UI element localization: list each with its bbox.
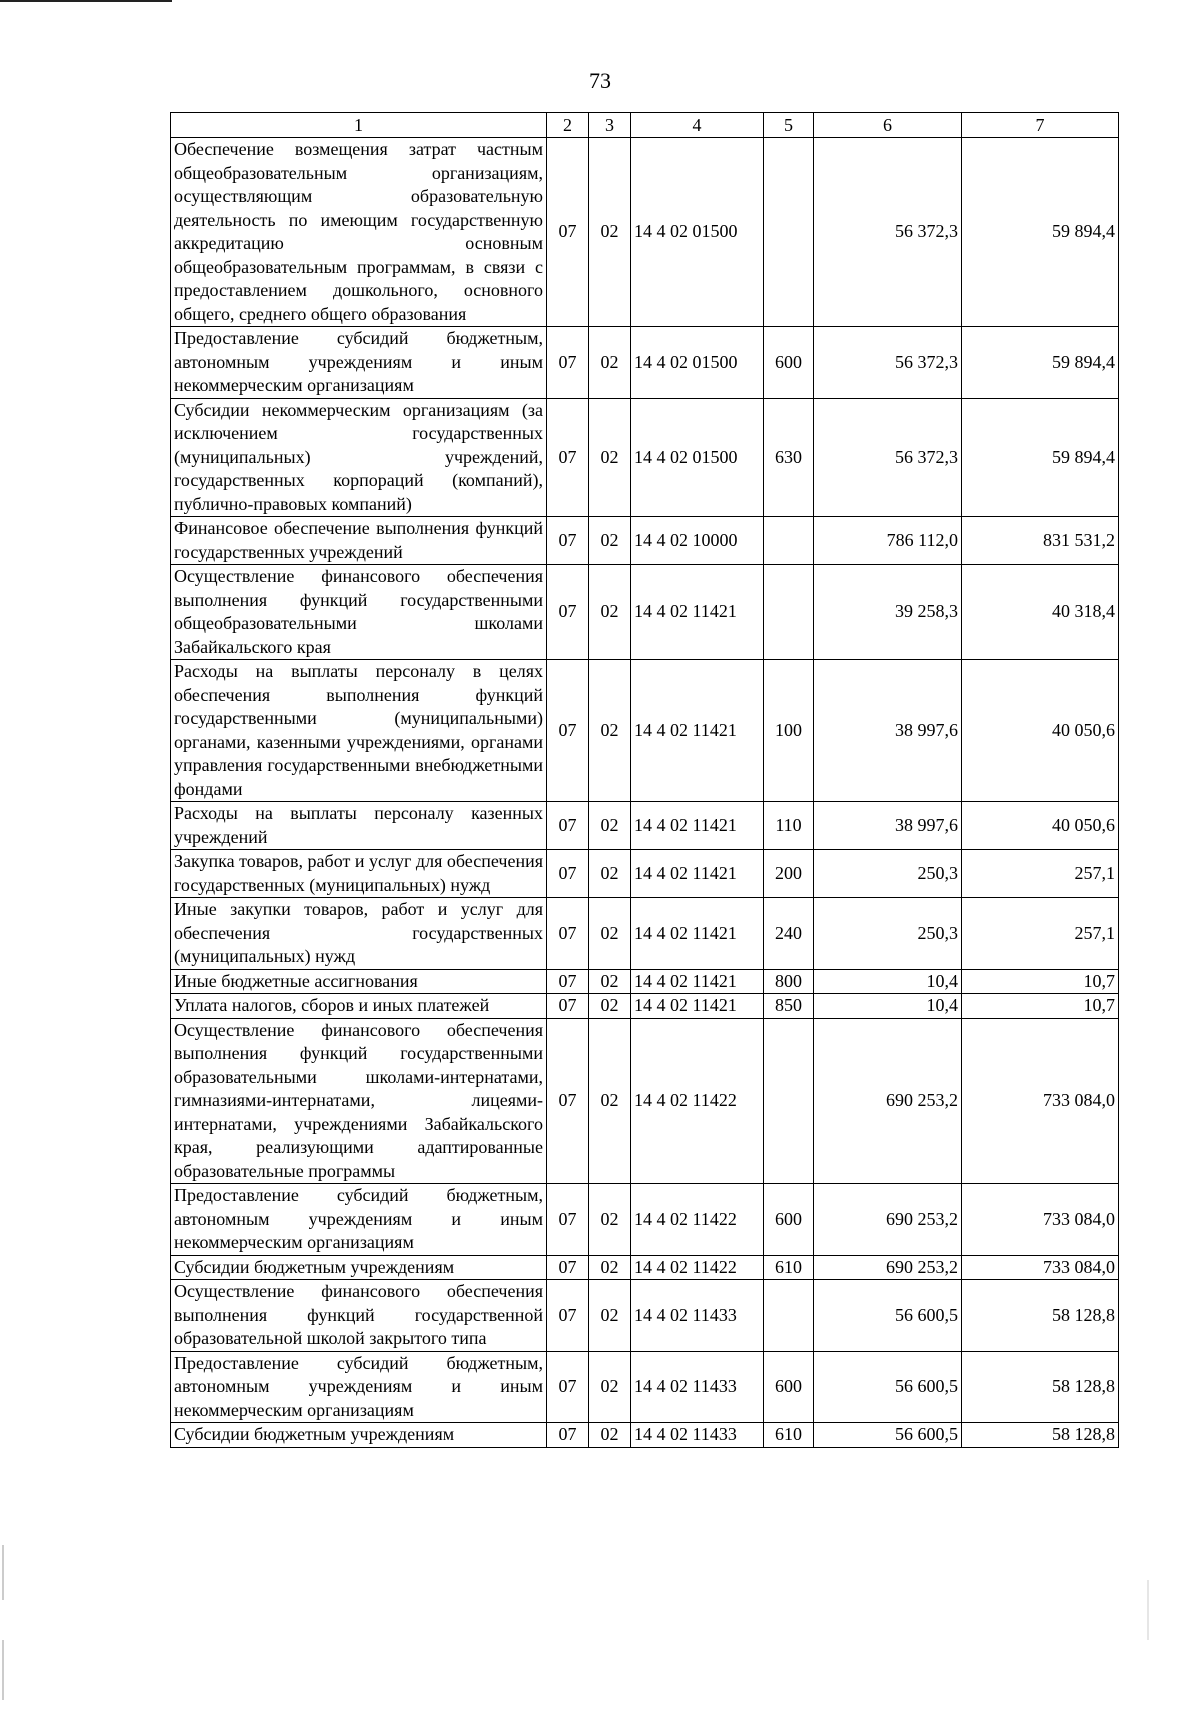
row-expense-type: 240 <box>764 898 814 970</box>
row-amount-6: 38 997,6 <box>814 802 962 850</box>
row-amount-7: 58 128,8 <box>962 1423 1119 1448</box>
row-subsection: 02 <box>589 969 631 994</box>
row-amount-7: 10,7 <box>962 969 1119 994</box>
row-target-code: 14 4 02 11421 <box>631 565 764 660</box>
row-amount-6: 786 112,0 <box>814 517 962 565</box>
page-number: 73 <box>589 68 611 93</box>
row-section: 07 <box>547 969 589 994</box>
row-name: Расходы на выплаты персоналу казенных учреждений <box>171 802 547 850</box>
table-row <box>171 994 1119 1019</box>
row-expense-type: 200 <box>764 850 814 898</box>
table-row <box>171 565 1119 660</box>
row-section: 07 <box>547 1184 589 1256</box>
row-subsection: 02 <box>589 1255 631 1280</box>
row-amount-6: 56 600,5 <box>814 1423 962 1448</box>
row-target-code: 14 4 02 11422 <box>631 1184 764 1256</box>
row-section: 07 <box>547 517 589 565</box>
row-expense-type <box>764 1018 814 1184</box>
row-expense-type: 110 <box>764 802 814 850</box>
row-subsection: 02 <box>589 1280 631 1352</box>
row-amount-6: 690 253,2 <box>814 1018 962 1184</box>
row-amount-6: 690 253,2 <box>814 1255 962 1280</box>
row-target-code: 14 4 02 11421 <box>631 969 764 994</box>
row-amount-6: 38 997,6 <box>814 660 962 802</box>
row-amount-7: 59 894,4 <box>962 398 1119 517</box>
row-name: Субсидии некоммерческим организациям (за исключением государственных (муниципальных) учреждений, государственных корпораций (компаний), публично-правовых компаний) <box>171 398 547 517</box>
table-row <box>171 1255 1119 1280</box>
row-expense-type: 630 <box>764 398 814 517</box>
row-subsection: 02 <box>589 398 631 517</box>
row-target-code: 14 4 02 01500 <box>631 398 764 517</box>
table-row <box>171 398 1119 517</box>
row-subsection: 02 <box>589 1351 631 1423</box>
table-row <box>171 327 1119 399</box>
row-target-code: 14 4 02 11421 <box>631 660 764 802</box>
row-expense-type <box>764 565 814 660</box>
row-amount-7: 58 128,8 <box>962 1280 1119 1352</box>
row-amount-6: 690 253,2 <box>814 1184 962 1256</box>
row-section: 07 <box>547 802 589 850</box>
row-amount-6: 39 258,3 <box>814 565 962 660</box>
row-subsection: 02 <box>589 660 631 802</box>
row-amount-7: 40 318,4 <box>962 565 1119 660</box>
row-subsection: 02 <box>589 1018 631 1184</box>
row-name: Субсидии бюджетным учреждениям <box>171 1255 547 1280</box>
row-name: Предоставление субсидий бюджетным, автономным учреждениям и иным некоммерческим организациям <box>171 1351 547 1423</box>
column-header: 5 <box>764 113 814 138</box>
row-target-code: 14 4 02 10000 <box>631 517 764 565</box>
row-section: 07 <box>547 660 589 802</box>
row-amount-7: 58 128,8 <box>962 1351 1119 1423</box>
row-amount-7: 40 050,6 <box>962 802 1119 850</box>
table-row <box>171 850 1119 898</box>
row-subsection: 02 <box>589 898 631 970</box>
table-row <box>171 802 1119 850</box>
row-subsection: 02 <box>589 327 631 399</box>
row-expense-type: 610 <box>764 1255 814 1280</box>
row-amount-6: 56 372,3 <box>814 398 962 517</box>
row-section: 07 <box>547 398 589 517</box>
row-amount-7: 10,7 <box>962 994 1119 1019</box>
row-subsection: 02 <box>589 1184 631 1256</box>
table-row <box>171 1280 1119 1352</box>
row-name: Иные закупки товаров, работ и услуг для обеспечения государственных (муниципальных) нужд <box>171 898 547 970</box>
row-target-code: 14 4 02 11421 <box>631 994 764 1019</box>
row-expense-type: 610 <box>764 1423 814 1448</box>
table-row <box>171 898 1119 970</box>
row-section: 07 <box>547 994 589 1019</box>
row-amount-6: 10,4 <box>814 994 962 1019</box>
row-expense-type: 600 <box>764 1351 814 1423</box>
row-amount-7: 59 894,4 <box>962 327 1119 399</box>
row-expense-type: 600 <box>764 327 814 399</box>
column-header: 6 <box>814 113 962 138</box>
budget-table <box>170 112 1119 1448</box>
table-row <box>171 1018 1119 1184</box>
row-subsection: 02 <box>589 802 631 850</box>
row-amount-6: 56 372,3 <box>814 138 962 327</box>
row-amount-7: 733 084,0 <box>962 1184 1119 1256</box>
row-section: 07 <box>547 850 589 898</box>
row-expense-type <box>764 517 814 565</box>
top-rule <box>0 0 172 2</box>
row-target-code: 14 4 02 11421 <box>631 850 764 898</box>
row-subsection: 02 <box>589 565 631 660</box>
column-header: 2 <box>547 113 589 138</box>
column-header: 7 <box>962 113 1119 138</box>
column-header: 1 <box>171 113 547 138</box>
row-expense-type <box>764 1280 814 1352</box>
row-target-code: 14 4 02 11422 <box>631 1018 764 1184</box>
row-amount-7: 733 084,0 <box>962 1255 1119 1280</box>
row-amount-6: 250,3 <box>814 850 962 898</box>
row-target-code: 14 4 02 11421 <box>631 898 764 970</box>
row-expense-type: 600 <box>764 1184 814 1256</box>
row-amount-6: 56 600,5 <box>814 1351 962 1423</box>
row-subsection: 02 <box>589 138 631 327</box>
table-header-row <box>171 113 1119 138</box>
row-amount-6: 250,3 <box>814 898 962 970</box>
row-expense-type <box>764 138 814 327</box>
row-target-code: 14 4 02 11433 <box>631 1351 764 1423</box>
row-amount-6: 56 372,3 <box>814 327 962 399</box>
row-name: Финансовое обеспечение выполнения функций государственных учреждений <box>171 517 547 565</box>
row-name: Иные бюджетные ассигнования <box>171 969 547 994</box>
row-amount-6: 56 600,5 <box>814 1280 962 1352</box>
row-amount-7: 59 894,4 <box>962 138 1119 327</box>
table-row <box>171 517 1119 565</box>
table-row <box>171 138 1119 327</box>
row-name: Осуществление финансового обеспечения выполнения функций государственной образовательной школой закрытого типа <box>171 1280 547 1352</box>
row-target-code: 14 4 02 11422 <box>631 1255 764 1280</box>
row-amount-7: 831 531,2 <box>962 517 1119 565</box>
row-section: 07 <box>547 1018 589 1184</box>
table-row <box>171 969 1119 994</box>
row-target-code: 14 4 02 01500 <box>631 138 764 327</box>
row-name: Закупка товаров, работ и услуг для обеспечения государственных (муниципальных) нужд <box>171 850 547 898</box>
row-name: Осуществление финансового обеспечения выполнения функций государственными общеобразовательными школами Забайкальского края <box>171 565 547 660</box>
row-target-code: 14 4 02 01500 <box>631 327 764 399</box>
row-section: 07 <box>547 327 589 399</box>
row-name: Предоставление субсидий бюджетным, автономным учреждениям и иным некоммерческим организациям <box>171 327 547 399</box>
row-amount-7: 257,1 <box>962 898 1119 970</box>
row-section: 07 <box>547 565 589 660</box>
row-amount-7: 257,1 <box>962 850 1119 898</box>
row-name: Обеспечение возмещения затрат частным общеобразовательным организациям, осуществляющим образовательную деятельность по имеющим государственную аккредитацию основным общеобразовательным программам, в связи с предоставлением дошкольного, основного общего, среднего общего образования <box>171 138 547 327</box>
table-row <box>171 1351 1119 1423</box>
row-expense-type: 850 <box>764 994 814 1019</box>
row-subsection: 02 <box>589 517 631 565</box>
column-header: 3 <box>589 113 631 138</box>
row-amount-6: 10,4 <box>814 969 962 994</box>
row-section: 07 <box>547 1423 589 1448</box>
row-expense-type: 800 <box>764 969 814 994</box>
table-row <box>171 1423 1119 1448</box>
row-target-code: 14 4 02 11421 <box>631 802 764 850</box>
row-section: 07 <box>547 138 589 327</box>
row-name: Осуществление финансового обеспечения выполнения функций государственными образовательными школами-интернатами, гимназиями-интернатами, лицеями-интернатами, учреждениями Забайкальского края, реализующими адаптированные образовательные программы <box>171 1018 547 1184</box>
row-name: Предоставление субсидий бюджетным, автономным учреждениям и иным некоммерческим организациям <box>171 1184 547 1256</box>
table-row <box>171 660 1119 802</box>
row-section: 07 <box>547 898 589 970</box>
row-amount-7: 733 084,0 <box>962 1018 1119 1184</box>
row-amount-7: 40 050,6 <box>962 660 1119 802</box>
row-name: Расходы на выплаты персоналу в целях обеспечения выполнения функций государственными (муниципальными) органами, казенными учреждениями, органами управления государственными внебюджетными фондами <box>171 660 547 802</box>
row-section: 07 <box>547 1255 589 1280</box>
row-name: Уплата налогов, сборов и иных платежей <box>171 994 547 1019</box>
row-subsection: 02 <box>589 850 631 898</box>
column-header: 4 <box>631 113 764 138</box>
row-target-code: 14 4 02 11433 <box>631 1423 764 1448</box>
row-subsection: 02 <box>589 994 631 1019</box>
row-section: 07 <box>547 1280 589 1352</box>
row-expense-type: 100 <box>764 660 814 802</box>
row-target-code: 14 4 02 11433 <box>631 1280 764 1352</box>
row-subsection: 02 <box>589 1423 631 1448</box>
table-row <box>171 1184 1119 1256</box>
row-name: Субсидии бюджетным учреждениям <box>171 1423 547 1448</box>
row-section: 07 <box>547 1351 589 1423</box>
